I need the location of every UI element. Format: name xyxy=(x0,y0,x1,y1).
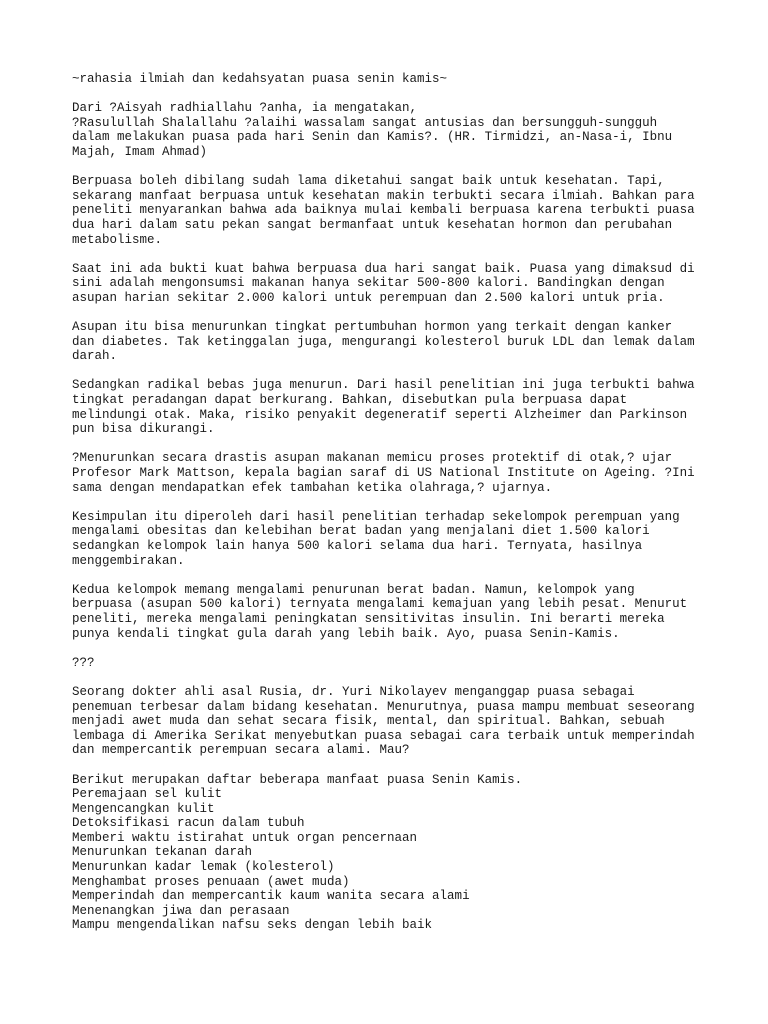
text-line: Asupan itu bisa menurunkan tingkat pertumbuhan hormon yang terkait dengan kanker xyxy=(72,320,673,335)
text-line: dalam melakukan puasa pada hari Senin dan Kamis?. (HR. Tirmidzi, an-Nasa-i, Ibnu xyxy=(72,130,673,145)
text-line: ??? xyxy=(72,655,95,670)
text-line: Kesimpulan itu diperoleh dari hasil penelitian terhadap sekelompok perempuan yang xyxy=(72,509,680,524)
list-item: Menghambat proses penuaan (awet muda) xyxy=(72,874,350,889)
text-line: metabolisme. xyxy=(72,232,163,247)
text-line: Saat ini ada bukti kuat bahwa berpuasa dua hari sangat baik. Puasa yang dimaksud di xyxy=(72,261,695,276)
document-title xyxy=(72,72,712,87)
paragraph xyxy=(72,583,712,641)
text-line: pun bisa dikurangi. xyxy=(72,422,215,437)
text-line: Dari ?Aisyah radhiallahu ?anha, ia mengatakan, xyxy=(72,101,418,116)
benefits-list xyxy=(72,773,712,934)
paragraph xyxy=(72,101,712,159)
text-line: dua hari dalam satu pekan sangat bermanfaat untuk kesehatan hormon dan perubahan xyxy=(72,217,673,232)
list-item: Memperindah dan mempercantik kaum wanita secara alami xyxy=(72,889,470,904)
text-line: Berpuasa boleh dibilang sudah lama diketahui sangat baik untuk kesehatan. Tapi, xyxy=(72,174,665,189)
list-item: Memberi waktu istirahat untuk organ pencernaan xyxy=(72,830,418,845)
paragraph xyxy=(72,320,712,364)
text-line: dan diabetes. Tak ketinggalan juga, mengurangi kolesterol buruk LDL dan lemak dalam xyxy=(72,334,695,349)
paragraph xyxy=(72,378,712,436)
paragraph xyxy=(72,262,712,306)
text-line: Majah, Imam Ahmad) xyxy=(72,144,208,159)
text-line: ?Rasulullah Shalallahu ?alaihi wassalam sangat antusias dan bersungguh-sungguh xyxy=(72,115,658,130)
text-line: penemuan terbesar dalam bidang kesehatan. Menurutnya, puasa mampu membuat seseorang xyxy=(72,699,695,714)
paragraph xyxy=(72,510,712,568)
text-line: Seorang dokter ahli asal Rusia, dr. Yuri Nikolayev menganggap puasa sebagai xyxy=(72,684,635,699)
text-line: sama dengan mendapatkan efek tambahan ketika olahraga,? ujarnya. xyxy=(72,480,553,495)
text-line: Sedangkan radikal bebas juga menurun. Dari hasil penelitian ini juga terbukti bahwa xyxy=(72,378,695,393)
list-item: Peremajaan sel kulit xyxy=(72,787,223,802)
text-line: peneliti menyarankan bahwa ada baiknya mulai kembali berpuasa karena terbukti puasa xyxy=(72,203,695,218)
text-line: berpuasa (asupan 500 kalori) ternyata mengalami kemajuan yang lebih pesat. Menurut xyxy=(72,597,688,612)
text-line: tingkat peradangan dapat berkurang. Bahkan, disebutkan pula berpuasa dapat xyxy=(72,393,628,408)
text-line: sedangkan kelompok lain hanya 500 kalori selama dua hari. Ternyata, hasilnya xyxy=(72,539,643,553)
paragraph xyxy=(72,685,712,758)
list-item: Mengencangkan kulit xyxy=(72,801,215,816)
list-items-container xyxy=(72,787,712,933)
list-item: Menurunkan kadar lemak (kolesterol) xyxy=(72,860,335,875)
paragraph xyxy=(72,451,712,495)
text-line: dan mempercantik perempuan secara alami. Mau? xyxy=(72,743,410,758)
list-intro: Berikut merupakan daftar beberapa manfaat puasa Senin Kamis. xyxy=(72,772,523,787)
text-line: Kedua kelompok memang mengalami penurunan berat badan. Namun, kelompok yang xyxy=(72,582,635,597)
paragraph xyxy=(72,174,712,247)
list-item: Menenangkan jiwa dan perasaan xyxy=(72,903,290,918)
list-item: Menurunkan tekanan darah xyxy=(72,845,253,860)
text-line: Profesor Mark Mattson, kepala bagian saraf di US National Institute on Ageing. ?Ini xyxy=(72,466,695,481)
text-line: mengalami obesitas dan kelebihan berat badan yang menjalani diet 1.500 kalori xyxy=(72,524,650,539)
text-line: sini adalah mengonsumsi makanan hanya sekitar 500-800 kalori. Bandingkan dengan xyxy=(72,276,665,291)
text-line: melindungi otak. Maka, risiko penyakit degeneratif seperti Alzheimer dan Parkinson xyxy=(72,407,688,422)
list-item: Mampu mengendalikan nafsu seks dengan lebih baik xyxy=(72,918,433,933)
text-line: menjadi awet muda dan sehat secara fisik, mental, dan spiritual. Bahkan, sebuah xyxy=(72,714,665,729)
text-line: punya kendali tingkat gula darah yang lebih baik. Ayo, puasa Senin-Kamis. xyxy=(72,626,620,641)
document-page xyxy=(72,72,712,933)
text-line: darah. xyxy=(72,349,118,364)
text-line: peneliti, mereka mengalami peningkatan sensitivitas insulin. Ini berarti mereka xyxy=(72,611,665,626)
title-line: ~rahasia ilmiah dan kedahsyatan puasa senin kamis~ xyxy=(72,72,448,86)
text-line: lembaga di Amerika Serikat menyebutkan puasa sebagai cara terbaik untuk memperindah xyxy=(72,728,695,743)
paragraphs-container xyxy=(72,101,712,758)
text-line: menggembirakan. xyxy=(72,553,185,568)
paragraph xyxy=(72,656,712,671)
text-line: ?Menurunkan secara drastis asupan makanan memicu proses protektif di otak,? ujar xyxy=(72,451,673,466)
text-line: asupan harian sekitar 2.000 kalori untuk perempuan dan 2.500 kalori untuk pria. xyxy=(72,290,665,305)
list-item: Detoksifikasi racun dalam tubuh xyxy=(72,816,305,831)
text-line: sekarang manfaat berpuasa untuk kesehatan makin terbukti secara ilmiah. Bahkan para xyxy=(72,188,695,203)
